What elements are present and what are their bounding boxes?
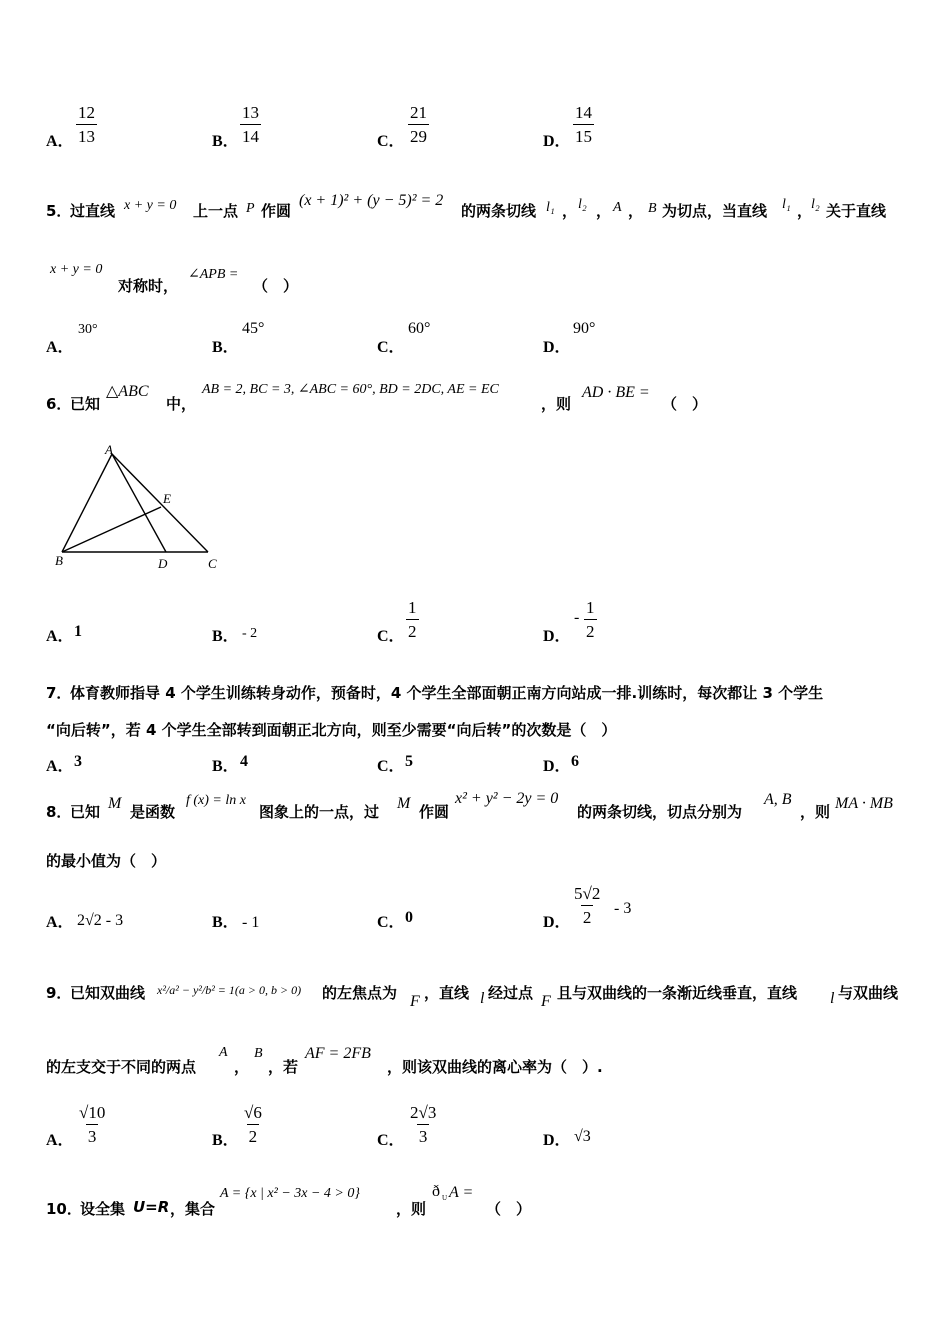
q8-option-d-tail: - 3 — [614, 900, 632, 917]
segment-ad — [112, 454, 166, 552]
q8-option-b-value: - 1 — [242, 914, 260, 931]
q10-universal-set: U=R — [133, 1198, 170, 1216]
q9-option-b-label[interactable]: B． — [212, 1132, 239, 1149]
q6-answer-paren: （ ） — [662, 395, 708, 413]
point-d-label: D — [158, 556, 168, 571]
q5-text: 对称时， — [118, 277, 179, 295]
q8-text: 作圆 — [419, 803, 450, 821]
q9-text: ，则该双曲线的离心率为（ ）. — [387, 1058, 603, 1076]
q6-option-c-value: $\frac{1}{2}$ — [408, 598, 417, 641]
q5-line-equation: x + y = 0 — [124, 198, 177, 213]
q10-complement-subscript: U — [442, 1194, 448, 1202]
q8-text: 是函数 — [130, 803, 176, 821]
q5-option-c-value: 60° — [408, 320, 431, 337]
q9-option-a-label[interactable]: A． — [46, 1132, 74, 1149]
side-ac — [112, 454, 208, 552]
q9-option-c-label[interactable]: C． — [377, 1132, 405, 1149]
q8-option-a-value: 2√2 - 3 — [77, 912, 124, 929]
q9-line-l: l — [830, 990, 835, 1007]
q9-point-f: F — [541, 993, 551, 1010]
q8-text-line-2: 的最小值为（ ） — [46, 852, 167, 870]
q4-option-a-value: $\frac{12}{13}$ — [78, 103, 95, 146]
q5-option-a-label[interactable]: A． — [46, 339, 74, 356]
q6-option-a-label[interactable]: A． — [46, 628, 74, 645]
q5-sep: ， — [596, 202, 612, 220]
q9-condition: AF = 2FB — [305, 1045, 371, 1062]
q6-option-b-value: - 2 — [242, 626, 258, 641]
q5-l2: l₂ — [811, 197, 820, 212]
q8-text: ，则 — [800, 803, 831, 821]
q10-text: ，则 — [396, 1200, 427, 1218]
q9-option-d-value: √3 — [574, 1128, 591, 1145]
q7-option-a-label[interactable]: A． — [46, 758, 74, 775]
segment-be — [62, 507, 161, 552]
q5-line-equation: x + y = 0 — [50, 262, 103, 277]
q7-option-d-value: 6 — [571, 753, 579, 770]
q9-text: 经过点 — [488, 984, 534, 1002]
q9-text: 已知双曲线 — [70, 984, 146, 1002]
q5-text: 作圆 — [261, 202, 292, 220]
q10-number: 10． — [46, 1200, 82, 1218]
q7-option-b-value: 4 — [240, 753, 248, 770]
q8-point-m: M — [397, 795, 411, 812]
q8-number: 8． — [46, 803, 72, 821]
q5-angle-apb: ∠APB = — [188, 267, 239, 282]
q6-text: 中， — [166, 395, 197, 413]
q6-text: ，则 — [541, 395, 572, 413]
q4-option-d-value: $\frac{14}{15}$ — [575, 103, 592, 146]
q8-option-d-label[interactable]: D． — [543, 914, 571, 931]
q9-point-a: A — [219, 1045, 228, 1060]
q5-option-d-label[interactable]: D． — [543, 339, 571, 356]
q8-text: 已知 — [70, 803, 101, 821]
q5-l2: l₂ — [578, 197, 587, 212]
q5-l1: l₁ — [546, 200, 555, 215]
q7-number: 7． — [46, 684, 72, 702]
q8-point-m: M — [108, 795, 122, 812]
q4-option-b-value: $\frac{13}{14}$ — [242, 103, 259, 146]
q9-text: ，若 — [268, 1058, 299, 1076]
q9-number: 9． — [46, 984, 72, 1002]
q7-option-c-value: 5 — [405, 753, 413, 770]
q5-point-b: B — [648, 201, 657, 216]
q7-option-d-label[interactable]: D． — [543, 758, 571, 775]
q5-number: 5． — [46, 202, 72, 220]
q6-triangle-figure — [50, 440, 230, 575]
q8-option-c-label[interactable]: C． — [377, 914, 405, 931]
q6-option-c-label[interactable]: C． — [377, 628, 405, 645]
q9-text: ，直线 — [424, 984, 470, 1002]
q4-option-c-label[interactable]: C． — [377, 133, 405, 150]
q7-option-b-label[interactable]: B． — [212, 758, 239, 775]
q10-text: 设全集 — [80, 1200, 126, 1218]
q9-point-b: B — [254, 1046, 263, 1061]
q8-points-ab: A, B — [764, 791, 792, 808]
q4-option-a-label[interactable]: A． — [46, 133, 74, 150]
q8-option-d-fraction: $\frac{5√2}{2}$ — [574, 884, 601, 927]
q7-text-line-2: “向后转”，若 4 个学生全部转到面朝正北方向，则至少需要“向后转”的次数是（ ） — [46, 721, 617, 739]
q9-text: 的左支交于不同的两点 — [46, 1058, 197, 1076]
q5-answer-paren: （ ） — [253, 277, 299, 295]
q5-l1: l₁ — [782, 197, 791, 212]
q5-option-a-value: 30° — [78, 322, 98, 337]
q7-option-c-label[interactable]: C． — [377, 758, 405, 775]
q4-option-c-value: $\frac{21}{29}$ — [410, 103, 427, 146]
q9-option-b-value: $\frac{√6}{2}$ — [244, 1103, 262, 1146]
q5-text: 的两条切线 — [461, 202, 537, 220]
q6-text: 已知 — [70, 395, 101, 413]
q10-answer-paren: （ ） — [486, 1200, 532, 1218]
q6-triangle: △ABC — [106, 383, 149, 400]
q7-text-line-1: 体育教师指导 4 个学生训练转身动作，预备时，4 个学生全部面朝正南方向站成一排.训练时，每次都让 3 个学生 — [70, 684, 824, 702]
q9-option-c-value: $\frac{2√3}{3}$ — [410, 1103, 437, 1146]
q9-point-f: F — [410, 993, 420, 1010]
q6-option-d-label[interactable]: D． — [543, 628, 571, 645]
q10-set-a: A = {x | x² − 3x − 4 > 0} — [220, 1186, 360, 1201]
q8-circle-equation: x² + y² − 2y = 0 — [455, 790, 559, 807]
q5-option-d-value: 90° — [573, 320, 596, 337]
q9-text: 的左焦点为 — [322, 984, 398, 1002]
q5-sep: ， — [797, 202, 813, 220]
q5-point-p: P — [246, 201, 255, 216]
q10-complement-a: A = — [449, 1184, 474, 1201]
vertex-b-label: B — [55, 553, 63, 568]
q5-option-b-value: 45° — [242, 320, 265, 337]
q8-option-b-label[interactable]: B． — [212, 914, 239, 931]
q9-text: 与双曲线 — [838, 984, 899, 1002]
q6-conditions: AB = 2, BC = 3, ∠ABC = 60°, BD = 2DC, AE = EC — [202, 382, 499, 397]
point-e-label: E — [163, 491, 171, 506]
q9-hyperbola-equation: x²/a² − y²/b² = 1(a > 0, b > 0) — [157, 983, 302, 997]
q8-text: 的两条切线，切点分别为 — [577, 803, 743, 821]
q9-text: 且与双曲线的一条渐近线垂直，直线 — [557, 984, 798, 1002]
q5-text: 上一点 — [193, 202, 239, 220]
q4-option-d-label[interactable]: D． — [543, 133, 571, 150]
vertex-c-label: C — [208, 556, 217, 571]
q9-line-l: l — [480, 990, 485, 1007]
q6-option-d-value: $\frac{1}{2}$ — [586, 598, 595, 641]
q5-option-b-label[interactable]: B． — [212, 339, 239, 356]
q9-option-a-value: $\frac{√10}{3}$ — [79, 1103, 106, 1146]
q6-option-d-sign: - — [574, 609, 580, 626]
q8-text: 图象上的一点，过 — [259, 803, 380, 821]
q5-text: 为切点，当直线 — [662, 202, 768, 220]
q6-number: 6． — [46, 395, 72, 413]
q9-option-d-label[interactable]: D． — [543, 1132, 571, 1149]
q10-complement-symbol: ð — [432, 1183, 440, 1200]
q6-option-a-value: 1 — [74, 623, 82, 640]
q8-option-a-label[interactable]: A． — [46, 914, 74, 931]
q4-option-b-label[interactable]: B． — [212, 133, 239, 150]
q7-option-a-value: 3 — [74, 753, 82, 770]
q5-text: 关于直线 — [826, 202, 887, 220]
q5-sep: ， — [562, 202, 578, 220]
q6-option-b-label[interactable]: B． — [212, 628, 239, 645]
q6-expression: AD · BE = — [582, 384, 650, 401]
q5-text: 过直线 — [70, 202, 116, 220]
q10-text: ，集合 — [170, 1200, 216, 1218]
q5-point-a: A — [613, 200, 622, 215]
side-ab — [62, 454, 112, 552]
q5-sep: ， — [628, 202, 644, 220]
q5-option-c-label[interactable]: C． — [377, 339, 405, 356]
q8-function: f (x) = ln x — [186, 793, 246, 808]
q8-option-c-value: 0 — [405, 909, 413, 926]
q5-circle-equation: (x + 1)² + (y − 5)² = 2 — [299, 192, 444, 209]
q8-expression: MA · MB — [835, 795, 893, 812]
q9-sep: ， — [234, 1058, 250, 1076]
vertex-a-label: A — [105, 442, 113, 457]
